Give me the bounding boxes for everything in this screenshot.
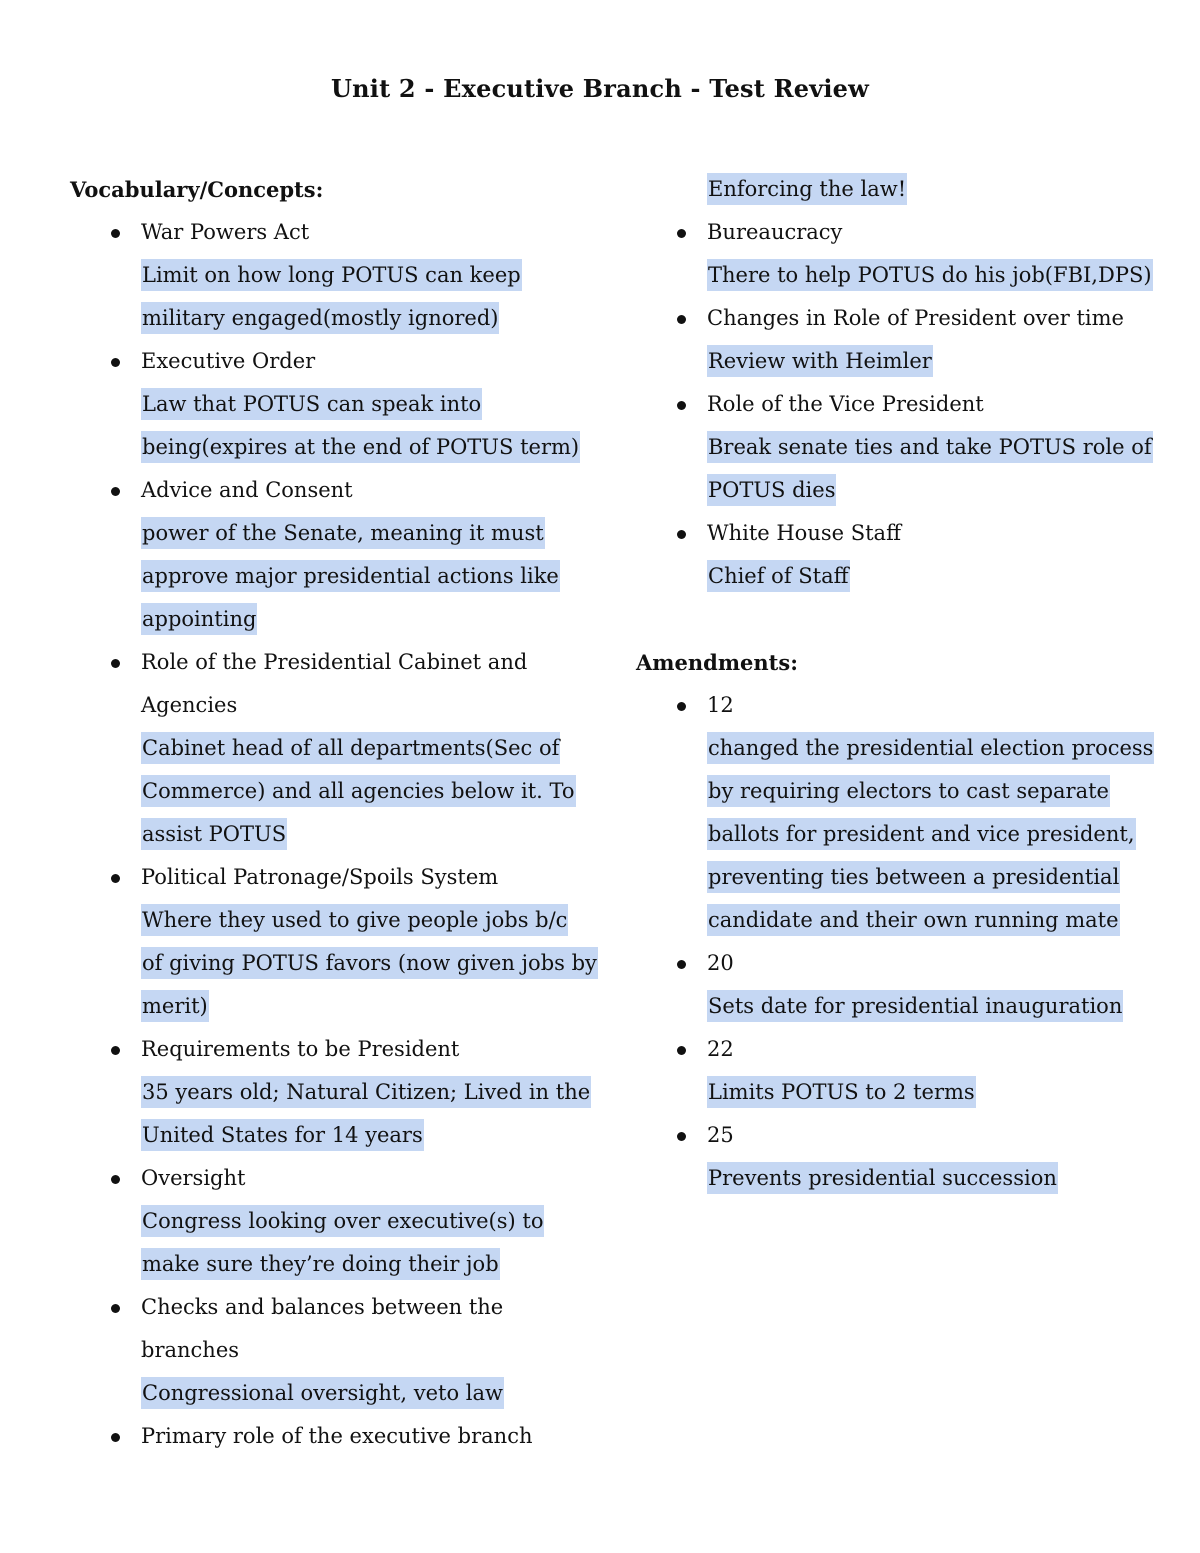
vocab-item-answer-line bbox=[70, 1200, 580, 1243]
amendment-answer-highlight: Limits POTUS to 2 terms bbox=[707, 1076, 976, 1108]
bullet-icon bbox=[111, 1433, 120, 1442]
vocab-item-answer-line bbox=[70, 1114, 580, 1157]
vocab-item-term-text: Agencies bbox=[141, 693, 238, 717]
right-column bbox=[636, 168, 1154, 1200]
vocab-item-term-text: Oversight bbox=[141, 1166, 246, 1190]
vocab-item-term-line bbox=[70, 211, 580, 254]
vocab-item-answer-line bbox=[70, 297, 580, 340]
amendment-term-line bbox=[636, 1028, 1136, 1071]
amendment-term-line bbox=[636, 942, 1136, 985]
vocab-item-answer-highlight: Commerce) and all agencies below it. To bbox=[141, 775, 576, 807]
vocab-item-answer-line bbox=[70, 985, 580, 1028]
amendment-answer-highlight: changed the presidential election process bbox=[707, 732, 1154, 764]
vocab-item-answer-line bbox=[70, 598, 580, 641]
amendments-heading: Amendments: bbox=[636, 650, 798, 675]
amendment-term-text: 12 bbox=[707, 693, 734, 717]
amendment-answer-highlight: preventing ties between a presidential bbox=[707, 861, 1120, 893]
vocab-item-answer-highlight: Cabinet head of all departments(Sec of bbox=[141, 732, 560, 764]
vocab-item-term-line bbox=[70, 1329, 580, 1372]
bullet-icon bbox=[111, 229, 120, 238]
vocab-item-answer-highlight: Congressional oversight, veto law bbox=[141, 1377, 504, 1409]
vocab-item-answer-line bbox=[70, 770, 580, 813]
vocab-item-term-text: Role of the Vice President bbox=[707, 392, 984, 416]
vocab-item-answer-highlight: United States for 14 years bbox=[141, 1119, 424, 1151]
continued-answer-line bbox=[636, 168, 1136, 211]
bullet-icon bbox=[677, 702, 686, 711]
vocabulary-heading: Vocabulary/Concepts: bbox=[70, 177, 324, 202]
vocab-item-answer-line bbox=[70, 1243, 580, 1286]
vocab-item-term-line bbox=[70, 340, 580, 383]
vocab-item-answer-highlight: approve major presidential actions like bbox=[141, 560, 560, 592]
vocab-item-answer-line bbox=[70, 942, 597, 985]
vocab-item-answer-line bbox=[636, 426, 1152, 469]
vocab-item-answer-line bbox=[70, 512, 580, 555]
vocab-item-term-text: Primary role of the executive branch bbox=[141, 1424, 533, 1448]
vocab-item-answer-highlight: Break senate ties and take POTUS role of bbox=[707, 431, 1153, 463]
vocab-item-term-line bbox=[70, 1415, 580, 1458]
amendment-answer-highlight: Sets date for presidential inauguration bbox=[707, 990, 1123, 1022]
vocab-item-answer-line bbox=[70, 727, 580, 770]
bullet-icon bbox=[111, 1175, 120, 1184]
vocab-item-answer-highlight: Review with Heimler bbox=[707, 345, 933, 377]
bullet-icon bbox=[677, 315, 686, 324]
vocab-item-answer-line bbox=[636, 555, 1136, 598]
vocab-item-term-line bbox=[70, 856, 580, 899]
vocab-item-answer-highlight: Limit on how long POTUS can keep bbox=[141, 259, 522, 291]
vocab-item-answer-highlight: merit) bbox=[141, 990, 209, 1022]
bullet-icon bbox=[111, 487, 120, 496]
amendment-term-line bbox=[636, 1114, 1136, 1157]
vocab-item-answer-line bbox=[70, 555, 580, 598]
amendment-answer-line bbox=[636, 770, 1136, 813]
vocab-item-term-line bbox=[70, 641, 580, 684]
vocab-item-term-line bbox=[70, 1157, 580, 1200]
bullet-icon bbox=[677, 229, 686, 238]
vocab-item-answer-line bbox=[636, 469, 1136, 512]
vocab-item-answer-line bbox=[70, 254, 580, 297]
vocab-item-term-line bbox=[70, 684, 580, 727]
vocab-item-answer-highlight: make sure they’re doing their job bbox=[141, 1248, 500, 1280]
vocab-item-term-line bbox=[636, 383, 1136, 426]
bullet-icon bbox=[111, 1046, 120, 1055]
bullet-icon bbox=[677, 1132, 686, 1141]
amendment-answer-line bbox=[636, 727, 1154, 770]
amendment-term-text: 20 bbox=[707, 951, 734, 975]
vocab-item-term-text: Requirements to be President bbox=[141, 1037, 460, 1061]
bullet-icon bbox=[677, 960, 686, 969]
vocab-item-term-text: Checks and balances between the bbox=[141, 1295, 504, 1319]
bullet-icon bbox=[677, 1046, 686, 1055]
amendment-answer-highlight: Prevents presidential succession bbox=[707, 1162, 1058, 1194]
vocab-item-term-line bbox=[636, 512, 1136, 555]
vocab-item-answer-highlight: appointing bbox=[141, 603, 257, 635]
vocab-item-term-line bbox=[636, 211, 1136, 254]
vocab-item-answer-highlight: Law that POTUS can speak into bbox=[141, 388, 482, 420]
vocab-item-answer-highlight: Chief of Staff bbox=[707, 560, 850, 592]
bullet-icon bbox=[677, 401, 686, 410]
amendment-answer-line bbox=[636, 985, 1136, 1028]
vocab-item-term-text: Political Patronage/Spoils System bbox=[141, 865, 499, 889]
amendment-term-text: 22 bbox=[707, 1037, 734, 1061]
vocab-item-answer-highlight: POTUS dies bbox=[707, 474, 836, 506]
vocab-item-term-text: branches bbox=[141, 1338, 240, 1362]
vocab-item-term-line bbox=[70, 1028, 580, 1071]
vocab-item-term-text: War Powers Act bbox=[141, 220, 310, 244]
vocab-item-term-text: Changes in Role of President over time bbox=[707, 306, 1124, 330]
vocab-item-term-line bbox=[70, 469, 580, 512]
continued-answer-highlight: Enforcing the law! bbox=[707, 173, 907, 205]
vocab-item-answer-line bbox=[70, 813, 580, 856]
vocab-item-answer-line bbox=[636, 254, 1152, 297]
section-spacer bbox=[636, 598, 1136, 641]
amendment-answer-highlight: by requiring electors to cast separate bbox=[707, 775, 1110, 807]
vocab-item-term-text: Bureaucracy bbox=[707, 220, 843, 244]
bullet-icon bbox=[111, 1304, 120, 1313]
vocab-item-term-text: Advice and Consent bbox=[141, 478, 353, 502]
bullet-icon bbox=[677, 530, 686, 539]
vocab-item-term-line bbox=[636, 297, 1136, 340]
vocab-item-answer-line bbox=[70, 899, 580, 942]
amendment-answer-highlight: candidate and their own running mate bbox=[707, 904, 1120, 936]
vocab-item-answer-line bbox=[70, 426, 580, 469]
vocab-item-term-text: White House Staff bbox=[707, 521, 901, 545]
amendment-term-text: 25 bbox=[707, 1123, 734, 1147]
left-column bbox=[70, 168, 597, 1458]
vocab-item-answer-line bbox=[70, 1372, 580, 1415]
amendment-term-line bbox=[636, 684, 1136, 727]
vocab-item-answer-highlight: Congress looking over executive(s) to bbox=[141, 1205, 544, 1237]
vocab-item-answer-line bbox=[70, 383, 580, 426]
amendment-answer-line bbox=[636, 1071, 1136, 1114]
page-title: Unit 2 - Executive Branch - Test Review bbox=[330, 74, 869, 103]
bullet-icon bbox=[111, 659, 120, 668]
amendment-answer-line bbox=[636, 813, 1136, 856]
vocab-item-answer-highlight: military engaged(mostly ignored) bbox=[141, 302, 499, 334]
bullet-icon bbox=[111, 874, 120, 883]
amendment-answer-line bbox=[636, 1157, 1136, 1200]
vocab-item-answer-highlight: power of the Senate, meaning it must bbox=[141, 517, 545, 549]
vocab-item-answer-highlight: of giving POTUS favors (now given jobs by bbox=[141, 947, 598, 979]
amendment-answer-line bbox=[636, 899, 1136, 942]
vocab-item-answer-line bbox=[70, 1071, 591, 1114]
vocab-item-answer-highlight: 35 years old; Natural Citizen; Lived in the bbox=[141, 1076, 591, 1108]
vocab-item-answer-highlight: being(expires at the end of POTUS term) bbox=[141, 431, 580, 463]
vocab-item-answer-line bbox=[636, 340, 1136, 383]
vocab-item-answer-highlight: There to help POTUS do his job(FBI,DPS) bbox=[707, 259, 1153, 291]
vocab-item-answer-highlight: Where they used to give people jobs b/c bbox=[141, 904, 568, 936]
vocab-item-term-text: Executive Order bbox=[141, 349, 316, 373]
bullet-icon bbox=[111, 358, 120, 367]
amendment-answer-line bbox=[636, 856, 1136, 899]
amendment-answer-highlight: ballots for president and vice president, bbox=[707, 818, 1136, 850]
vocab-item-term-text: Role of the Presidential Cabinet and bbox=[141, 650, 528, 674]
vocab-item-answer-highlight: assist POTUS bbox=[141, 818, 287, 850]
vocab-item-term-line bbox=[70, 1286, 580, 1329]
